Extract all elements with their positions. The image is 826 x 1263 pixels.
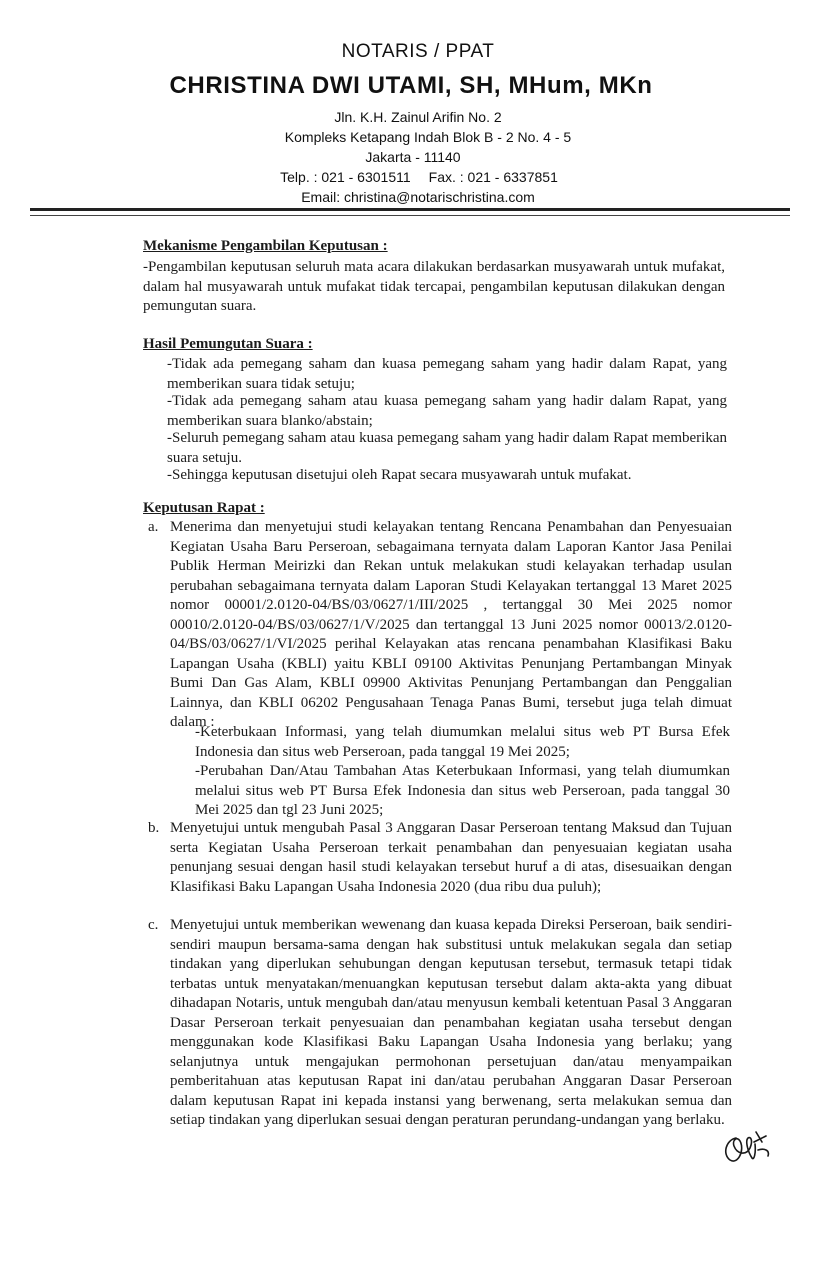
address-city: Jakarta - 11140 — [365, 149, 461, 165]
section-title-hasil: Hasil Pemungutan Suara : — [143, 336, 313, 352]
contact-phone-fax — [12, 167, 826, 187]
letterhead-divider-thin — [30, 215, 790, 216]
keputusan-a-sub-2: -Perubahan Dan/Atau Tambahan Atas Keterbukaan Informasi, yang telah diumumkan melalui situs web PT Bursa Efek Indonesia dan situs web Perseroan, pada tanggal 30 Mei 2025 dan tgl 23 Juni 2025; — [195, 763, 730, 818]
contact-email: Email: christina@notarischristina.com — [301, 189, 535, 205]
notary-name: CHRISTINA DWI UTAMI, SH, MHum, MKn — [169, 72, 653, 99]
signature-initials-icon — [718, 1128, 774, 1168]
keputusan-item-c: Menyetujui untuk memberikan wewenang dan kuasa kepada Direksi Perseroan, baik sendiri-sendiri maupun bersama-sama dengan hak substitusi untuk melakukan segala dan setiap tindakan yang diperlukan sehubungan dengan keputusan tersebut, termasuk tetapi tidak terbatas untuk menyatakan/menuangkan keputusan tersebut dalam akta-akta yang dibuat dihadapan Notaris, untuk mengubah dan/atau menyusun kembali ketentuan Pasal 3 Anggaran Dasar Perseroan terkait penyesuaian dan penambahan kegiatan usaha tersebut dengan menggunakan kode Klasifikasi Baku Lapangan Usaha Indonesia yang berlaku; yang selanjutnya untuk mengajukan permohonan persetujuan dan/atau menyampaikan pemberitahuan atas keputusan Rapat ini dan/atau perubahan Anggaran Dasar Perseroan dalam keputusan Rapat ini kepada instansi yang berwenang, serta melakukan semua dan setiap tindakan yang diperlukan sesuai dengan peraturan perundang-undangan yang berlaku. — [170, 917, 732, 1128]
keputusan-item-a: Menerima dan menyetujui studi kelayakan tentang Rencana Penambahan dan Penyesuaian Kegiatan Usaha Baru Perseroan, sebagaimana ternyata dalam Laporan Kantor Jasa Penilai Publik Herman Meirizki dan Rekan untuk melakukan studi kelayakan terhadap usulan perubahan sebagaimana ternyata dalam Laporan Studi Kelayakan tertanggal 13 Maret 2025 nomor 00001/2.0120-04/BS/03/0627/1/III/2025 , tertanggal 30 Mei 2025 nomor 00010/2.0120-04/BS/03/0627/1/V/2025 dan tertanggal 13 Juni 2025 nomor 00013/2.0120-04/BS/03/0627/1/VI/2025 perihal Kelayakan atas rencana penambahan Klasifikasi Baku Lapangan Usaha (KBLI) yaitu KBLI 09100 Aktivitas Penunjang Pertambangan Minyak Bumi Dan Gas Alam, KBLI 09900 Aktivitas Penunjang Pertambangan dan Penggalian Lainnya, dan KBLI 06202 Pengusahaan Tenaga Panas Bumi, tersebut juga telah dimuat dalam : — [170, 519, 732, 730]
hasil-item-4: -Sehingga keputusan disetujui oleh Rapat secara musyawarah untuk mufakat. — [167, 467, 632, 483]
letterhead-divider-thick — [30, 208, 790, 211]
letterhead — [0, 40, 826, 207]
phone-number: Telp. : 021 - 6301511 — [280, 169, 411, 185]
address-line-1: Jln. K.H. Zainul Arifin No. 2 — [334, 109, 502, 125]
hasil-item-2: -Tidak ada pemegang saham atau kuasa pemegang saham yang hadir dalam Rapat, yang memberikan suara blanko/abstain; — [167, 393, 727, 429]
address-line-2: Kompleks Ketapang Indah Blok B - 2 No. 4 - 5 — [284, 129, 572, 145]
mekanisme-text: -Pengambilan keputusan seluruh mata acara dilakukan berdasarkan musyawarah untuk mufakat, dalam hal musyawarah untuk mufakat tidak tercapai, pengambilan keputusan dilakukan dengan pemungutan suara. — [143, 259, 725, 314]
item-marker-b: b. — [148, 820, 160, 836]
hasil-item-1: -Tidak ada pemegang saham dan kuasa pemegang saham yang hadir dalam Rapat, yang memberikan suara tidak setuju; — [167, 356, 727, 392]
keputusan-a-sub-1: -Keterbukaan Informasi, yang telah diumumkan melalui situs web PT Bursa Efek Indonesia dan situs web Perseroan, pada tanggal 19 Mei 2025; — [195, 724, 730, 760]
keputusan-item-b: Menyetujui untuk mengubah Pasal 3 Anggaran Dasar Perseroan tentang Maksud dan Tujuan serta Kegiatan Usaha Perseroan terkait penambahan dan penyesuaian kegiatan usaha penunjang sesuai dengan hasil studi kelayakan tersebut huruf a di atas, disesuaikan dengan Klasifikasi Baku Lapangan Usaha Indonesia 2020 (dua ribu dua puluh); — [170, 820, 732, 895]
section-title-keputusan: Keputusan Rapat : — [143, 500, 265, 516]
item-marker-c: c. — [148, 917, 159, 933]
letterhead-role: NOTARIS / PPAT — [341, 41, 495, 62]
hasil-item-3: -Seluruh pemegang saham atau kuasa pemegang saham yang hadir dalam Rapat memberikan suara setuju. — [167, 430, 727, 466]
fax-number: Fax. : 021 - 6337851 — [428, 169, 558, 185]
item-marker-a: a. — [148, 519, 159, 535]
section-title-mekanisme: Mekanisme Pengambilan Keputusan : — [143, 238, 388, 254]
